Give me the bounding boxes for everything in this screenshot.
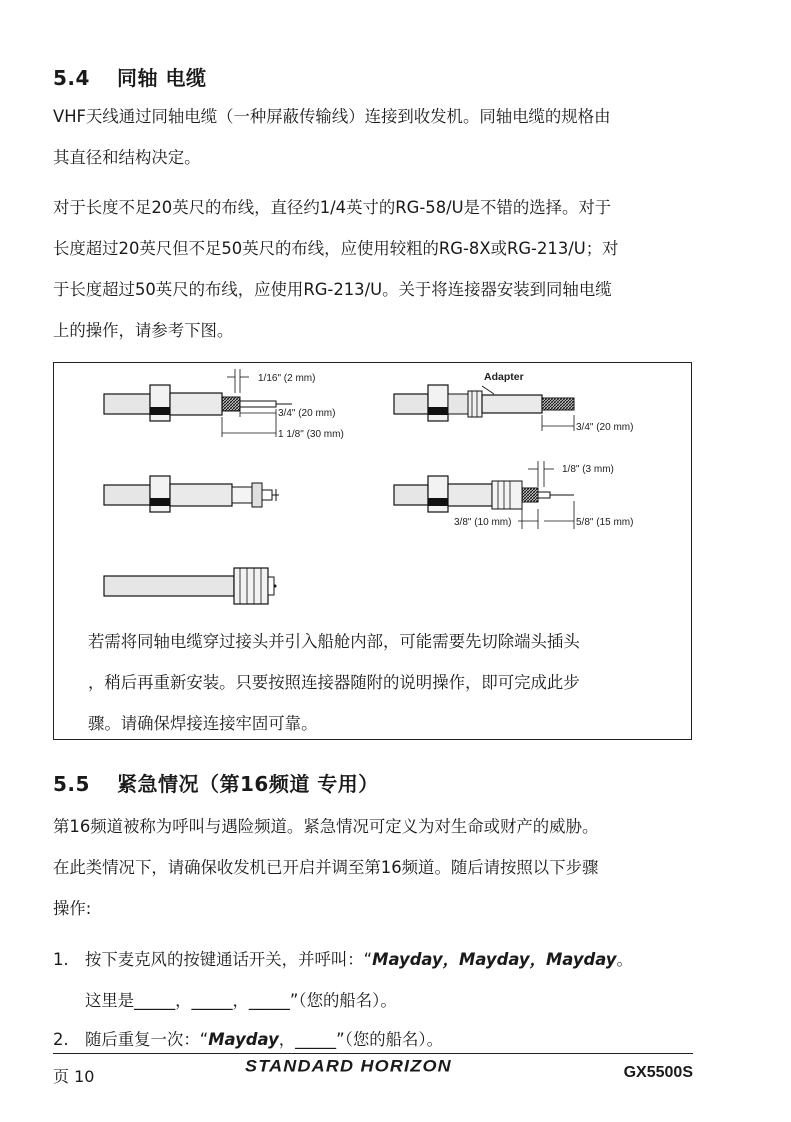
- text-line: VHF天线通过同轴电缆（一种屏蔽传输线）连接到收发机。同轴电缆的规格由: [53, 107, 611, 126]
- text-line: 长度超过20英尺但不足50英尺的布线，应使用较粗的RG-8X或RG-213/U；对: [53, 239, 619, 258]
- figure-note: [88, 621, 688, 744]
- connector-step-b: [394, 371, 633, 433]
- step-text: 随后重复一次：“: [85, 1030, 209, 1049]
- connector-step-a: [104, 369, 344, 440]
- connector-figure-box: [53, 362, 692, 740]
- step-text: ，_____”（您的船名）。: [278, 1030, 443, 1049]
- section-title: 同轴 电缆: [117, 66, 207, 90]
- text-line: 对于长度不足20英尺的布线，直径约1/4英寸的RG-58/U是不错的选择。对于: [53, 198, 612, 217]
- text-line: 上的操作，请参考下图。: [53, 321, 234, 340]
- text-line: 第16频道被称为呼叫与遇险频道。紧急情况可定义为对生命或财产的威胁。: [53, 817, 599, 836]
- step-text: 按下麦克风的按键通话开关，并呼叫：“: [85, 950, 373, 969]
- dim-label: 1/16" (2 mm): [258, 373, 316, 384]
- text-line: 于长度超过50英尺的布线，应使用RG-213/U。关于将连接器安装到同轴电缆: [53, 280, 612, 299]
- section-number: 5.5: [53, 772, 90, 796]
- connector-step-c: [104, 476, 279, 512]
- step-number: 1.: [53, 950, 69, 969]
- dim-label: 5/8" (15 mm): [576, 517, 634, 528]
- dim-label: 1/8" (3 mm): [562, 464, 614, 475]
- step-2: [53, 1026, 443, 1050]
- connector-diagram: [54, 363, 690, 613]
- brand-logo: STANDARD HORIZON: [245, 1057, 452, 1076]
- footer-rule: [53, 1053, 693, 1054]
- paragraph-coax-intro: [53, 96, 703, 178]
- section-heading-5-5: [53, 768, 379, 797]
- step-emphasis: Mayday，Mayday，Mayday: [372, 950, 617, 969]
- page-number: 页 10: [53, 1067, 95, 1086]
- paragraph-coax-lengths: [53, 187, 703, 351]
- section-heading-5-4: [53, 62, 206, 91]
- paragraph-emergency: [53, 806, 703, 929]
- dim-label: 1 1/8" (30 mm): [278, 429, 344, 440]
- connector-step-e: [104, 568, 277, 604]
- adapter-label: Adapter: [484, 371, 524, 383]
- step-1-continued: 这里是_____，_____，_____”（您的船名）。: [85, 991, 397, 1010]
- step-emphasis: Mayday: [208, 1030, 279, 1049]
- section-title: 紧急情况（第16频道 专用）: [117, 772, 379, 796]
- text-line: 操作:: [53, 899, 92, 918]
- step-1: [53, 946, 633, 970]
- text-line: 其直径和结构决定。: [53, 148, 201, 167]
- text-line: 骤。请确保焊接连接牢固可靠。: [88, 714, 318, 733]
- text-line: 在此类情况下，请确保收发机已开启并调至第16频道。随后请按照以下步骤: [53, 858, 599, 877]
- connector-step-d: [394, 461, 633, 529]
- text-line: 若需将同轴电缆穿过接头并引入船舱内部，可能需要先切除端头插头: [88, 632, 580, 651]
- dim-label: 3/4" (20 mm): [278, 408, 336, 419]
- dim-label: 3/4" (20 mm): [576, 422, 634, 433]
- text-line: ，稍后再重新安装。只要按照连接器随附的说明操作，即可完成此步: [88, 673, 580, 692]
- step-number: 2.: [53, 1030, 69, 1049]
- section-number: 5.4: [53, 66, 90, 90]
- model-name: GX5500S: [623, 1064, 693, 1081]
- step-text: 。: [616, 950, 633, 969]
- dim-label: 3/8" (10 mm): [454, 517, 512, 528]
